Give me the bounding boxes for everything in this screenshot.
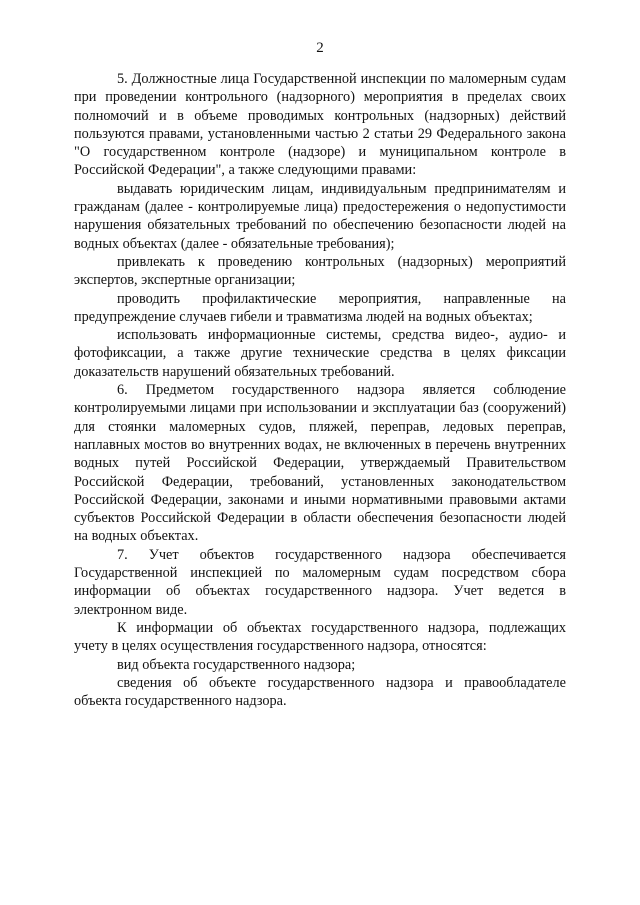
page-number: 2 <box>316 40 324 56</box>
paragraph-6-subject-of-supervision: 6. Предметом государственного надзора является соблюдение контролируемыми лицами при использовании и эксплуатации баз (сооружений) для стоянки маломерных судов, пляжей, переправ, ледовых переправ, наплавных мостов во внутренних водах, не включенных в перечень внутренних водных путей Российской Федерации, утверждаемый Правительством Российской Федерации, требований, установленных законодательством Российской Федерации, законами и иными нормативными правовыми актами субъектов Российской Федерации в области обеспечения безопасности людей на водных объектах. <box>74 382 566 545</box>
paragraph-5-officials-rights: 5. Должностные лица Государственной инспекции по маломерным судам при проведении контрольного (надзорного) мероприятия в пределах своих полномочий и в объеме проводимых контрольных (надзорных) действий пользуются правами, установленными частью 2 статьи 29 Федерального закона "О государственном контроле (надзоре) и муниципальном контроле в Российской Федерации", а также следующими правами: <box>74 71 566 179</box>
paragraph-accounting-info: К информации об объектах государственного надзора, подлежащих учету в целях осуществления государственного надзора, относятся: <box>74 619 566 655</box>
paragraph-7-accounting: 7. Учет объектов государственного надзора обеспечивается Государственной инспекцией по маломерным судам посредством сбора информации об объектах государственного надзора. Учет ведется в электронном виде. <box>74 546 566 618</box>
paragraph-right-experts: привлекать к проведению контрольных (надзорных) мероприятий экспертов, экспертные организации; <box>74 253 566 289</box>
paragraph-object-type: вид объекта государственного надзора; <box>117 656 356 673</box>
paragraph-right-recording: использовать информационные системы, средства видео-, аудио- и фотофиксации, а также другие технические средства в целях фиксации доказательств нарушений обязательных требований. <box>74 327 566 380</box>
document-body <box>74 70 566 710</box>
paragraph-object-details: сведения об объекте государственного надзора и правообладателе объекта государственного надзора. <box>74 674 566 710</box>
paragraph-right-warnings: выдавать юридическим лицам, индивидуальным предпринимателям и гражданам (далее - контролируемые лица) предостережения о недопустимости нарушения обязательных требований по обеспечению безопасности людей на водных объектах (далее - обязательные требования); <box>74 180 566 252</box>
paragraph-right-prevention: проводить профилактические мероприятия, направленные на предупреждение случаев гибели и травматизма людей на водных объектах; <box>74 290 566 325</box>
